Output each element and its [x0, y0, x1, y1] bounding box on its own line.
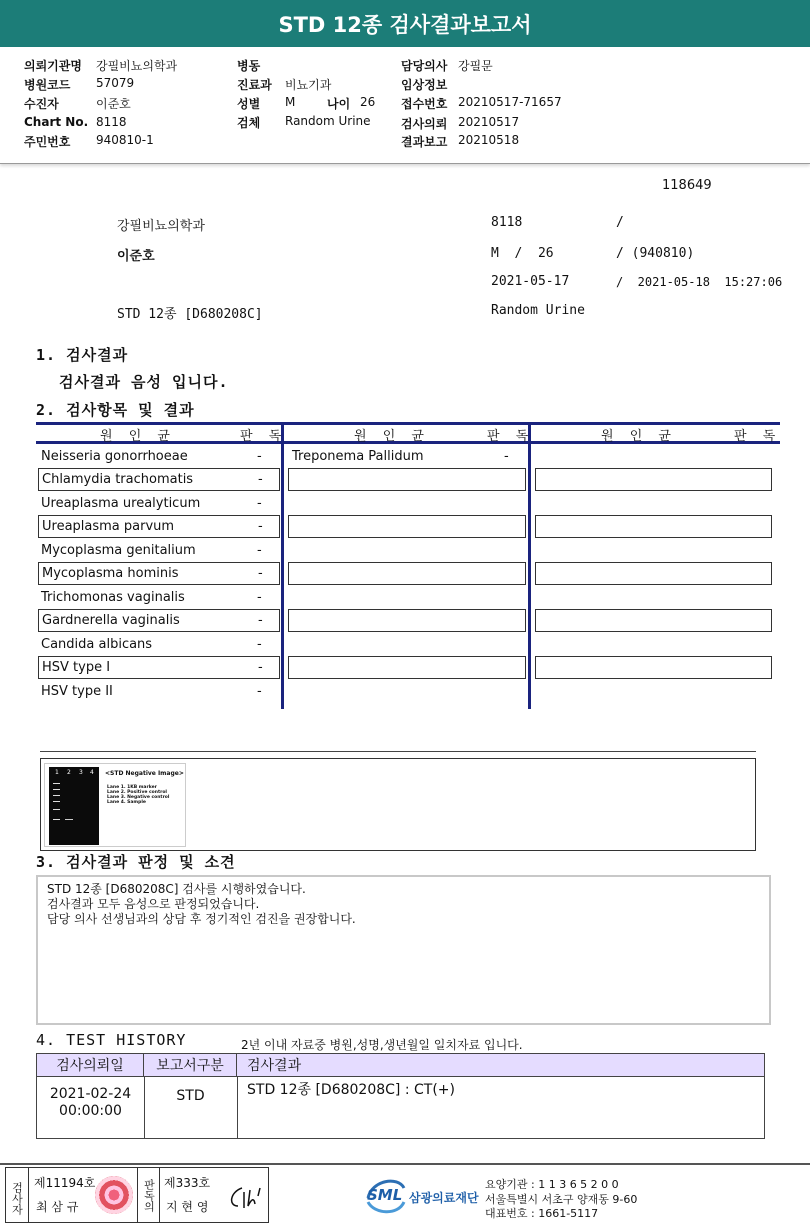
patient-label: 수진자 [24, 97, 59, 111]
org-name: 삼광의료재단 [409, 1191, 479, 1205]
pathogen-result: - [257, 684, 262, 699]
pb-birth: / (940810) [616, 246, 695, 261]
gel-image [44, 763, 186, 847]
table-row [36, 446, 282, 469]
report-id: 118649 [662, 178, 712, 193]
pathogen-name: Chlamydia trachomatis [42, 472, 194, 487]
org-code: 요양기관 : 1 1 3 6 5 2 0 0 [485, 1178, 619, 1191]
pathogen-result: - [258, 519, 263, 534]
gel-legend-item: Lane 4. Sample [107, 800, 146, 805]
lane-label: 4 [90, 769, 94, 776]
hospital-code-label: 병원코드 [24, 78, 71, 92]
opinion-box [36, 875, 771, 1025]
gel-band [53, 795, 60, 796]
pathogen-name: HSV type I [42, 660, 111, 675]
request-value: 20210517 [458, 115, 520, 129]
tester-name: 최 삼 규 [36, 1200, 79, 1214]
pathogen-result: - [257, 449, 262, 464]
pathogen-name: Gardnerella vaginalis [42, 613, 180, 628]
pathogen-name: HSV type II [41, 684, 113, 699]
history-note: 2년 이내 자료중 병원,성명,생년월일 일치자료 입니다. [241, 1038, 523, 1052]
tester-number: 제11194호 [34, 1176, 96, 1190]
header-pathogen-2: 원 인 균 [354, 429, 430, 444]
gel-band [53, 809, 60, 810]
dept-value: 비뇨기과 [285, 78, 332, 92]
chart-value: 8118 [96, 115, 127, 129]
table-row [38, 515, 280, 538]
pathogen-name: Treponema Pallidum [292, 449, 424, 464]
reviewer-name: 지 현 영 [166, 1200, 209, 1214]
history-table [36, 1053, 765, 1139]
reception-label: 접수번호 [401, 97, 448, 111]
sex-label: 성별 [237, 97, 261, 111]
section1-title: 1. 검사결과 [36, 346, 129, 364]
empty-cell [288, 562, 526, 585]
history-header-type: 보고서구분 [144, 1054, 237, 1077]
empty-cell [288, 656, 526, 679]
column-divider-2 [528, 422, 531, 709]
table-row [38, 609, 280, 632]
pathogen-result: - [257, 637, 262, 652]
section1-text: 검사결과 음성 입니다. [59, 373, 229, 391]
header-result-3: 판 독 [734, 429, 782, 444]
request-label: 검사의뢰 [401, 117, 448, 131]
doctor-label: 담당의사 [401, 59, 448, 73]
pathogen-name: Candida albicans [41, 637, 153, 652]
table-row [38, 468, 280, 491]
opinion-line: 담당 의사 선생님과의 상담 후 정기적인 검진을 권장합니다. [47, 912, 356, 926]
pathogen-name: Neisseria gonorrhoeae [41, 449, 188, 464]
pathogen-name: Ureaplasma urealyticum [41, 496, 201, 511]
history-divider [144, 1077, 145, 1139]
pathogen-result: - [257, 496, 262, 511]
reception-value: 20210517-71657 [458, 95, 562, 109]
empty-cell [288, 515, 526, 538]
report-title: STD 12종 검사결과보고서 [0, 0, 810, 47]
pathogen-name: Ureaplasma parvum [42, 519, 175, 534]
clinical-label: 임상정보 [401, 78, 448, 92]
section4-title: 4. TEST HISTORY [36, 1031, 187, 1049]
history-date: 2021-02-24 [49, 1086, 132, 1102]
hospital-code-value: 57079 [96, 76, 135, 90]
pathogen-result: - [258, 613, 263, 628]
gel-legend-item: Lane 3. Negative control [107, 795, 170, 800]
institution-value: 강필비뇨의학과 [96, 59, 178, 73]
tester-label: 검사자 [6, 1168, 29, 1222]
lane-label: 3 [79, 769, 83, 776]
gel-band [53, 783, 60, 784]
table-row [38, 562, 280, 585]
sex-value: M [285, 95, 296, 109]
history-header-result: 검사결과 [237, 1054, 764, 1077]
pb-clinic: 강필비뇨의학과 [117, 219, 205, 234]
footer-rule [0, 1163, 810, 1165]
header-pathogen-3: 원 인 균 [601, 429, 677, 444]
patient-value: 이준호 [96, 97, 131, 111]
age-label: 나이 [327, 97, 351, 111]
pb-chart: 8118 [491, 215, 523, 230]
pathogen-result: - [258, 566, 263, 581]
pathogen-name: Mycoplasma genitalium [41, 543, 196, 558]
empty-cell [535, 562, 772, 585]
gel-band [53, 801, 60, 802]
gel-band [53, 819, 60, 820]
empty-cell [535, 468, 772, 491]
info-panel [0, 47, 810, 164]
history-divider [237, 1077, 238, 1139]
pb-specimen: Random Urine [491, 303, 585, 318]
empty-cell [535, 609, 772, 632]
reviewer-label: 판독의 [137, 1168, 160, 1222]
logo-text: SML [367, 1186, 403, 1204]
table-row [38, 656, 280, 679]
history-type: STD [176, 1088, 205, 1104]
reviewer-number: 제333호 [164, 1176, 211, 1190]
section3-title: 3. 검사결과 판정 및 소견 [36, 853, 236, 871]
table-row [36, 681, 282, 704]
history-result: STD 12종 [D680208C] : CT(+) [247, 1082, 455, 1098]
header-pathogen-1: 원 인 균 [100, 429, 176, 444]
signature-box [5, 1167, 269, 1223]
table-row [36, 493, 282, 516]
pathogen-result: - [258, 472, 263, 487]
pathogen-name: Trichomonas vaginalis [41, 590, 185, 605]
empty-cell [288, 609, 526, 632]
header-result-2: 판 독 [487, 429, 535, 444]
report-value: 20210518 [458, 133, 520, 147]
history-header-date: 검사의뢰일 [37, 1054, 144, 1077]
empty-cell [535, 515, 772, 538]
lane-label: 2 [67, 769, 71, 776]
pathogen-result: - [257, 590, 262, 605]
empty-cell [288, 468, 526, 491]
gel-band [65, 819, 73, 820]
pb-slash: / [616, 215, 624, 230]
resident-label: 주민번호 [24, 135, 71, 149]
specimen-value: Random Urine [285, 114, 371, 128]
pb-test: STD 12종 [D680208C] [117, 307, 263, 322]
history-time: 00:00:00 [59, 1103, 122, 1119]
chart-label: Chart No. [24, 115, 89, 129]
gel-legend-item: Lane 1. 1KB marker [107, 785, 157, 790]
lane-label: 1 [55, 769, 59, 776]
specimen-label: 검체 [237, 116, 261, 130]
pb-name: 이준호 [117, 249, 155, 264]
opinion-line: 검사결과 모두 음성으로 판정되었습니다. [47, 897, 260, 911]
age-value: 26 [360, 95, 376, 109]
pb-request-date: 2021-05-17 [491, 274, 570, 289]
resident-value: 940810-1 [96, 133, 154, 147]
empty-cell [535, 656, 772, 679]
header-result-1: 판 독 [240, 429, 288, 444]
gel-legend-item: Lane 2. Positive control [107, 790, 167, 795]
pathogen-result: - [257, 543, 262, 558]
section2-title: 2. 검사항목 및 결과 [36, 401, 195, 419]
signature-icon [224, 1182, 264, 1212]
report-label: 결과보고 [401, 135, 448, 149]
gel-photo [49, 767, 99, 845]
table-row [36, 587, 282, 610]
pathogen-result: - [258, 660, 263, 675]
pb-report-datetime: / 2021-05-18 15:27:06 [616, 275, 783, 289]
institution-label: 의뢰기관명 [24, 59, 82, 73]
seal-stamp-icon [95, 1176, 133, 1214]
doctor-value: 강필문 [458, 59, 493, 73]
opinion-line: STD 12종 [D680208C] 검사를 시행하였습니다. [47, 882, 306, 896]
dept-label: 진료과 [237, 78, 272, 92]
table-row [36, 540, 282, 563]
ward-label: 병동 [237, 59, 261, 73]
pathogen-result: - [504, 449, 509, 464]
gel-band [53, 789, 60, 790]
gel-title: <STD Negative Image> [105, 770, 184, 777]
divider [40, 751, 756, 752]
pb-sex-age: M / 26 [491, 246, 554, 261]
org-phone: 대표번호 : 1661-5117 [485, 1207, 599, 1220]
pathogen-name: Mycoplasma hominis [42, 566, 179, 581]
table-row [36, 634, 282, 657]
org-address: 서울특별시 서초구 양재동 9-60 [485, 1193, 638, 1206]
